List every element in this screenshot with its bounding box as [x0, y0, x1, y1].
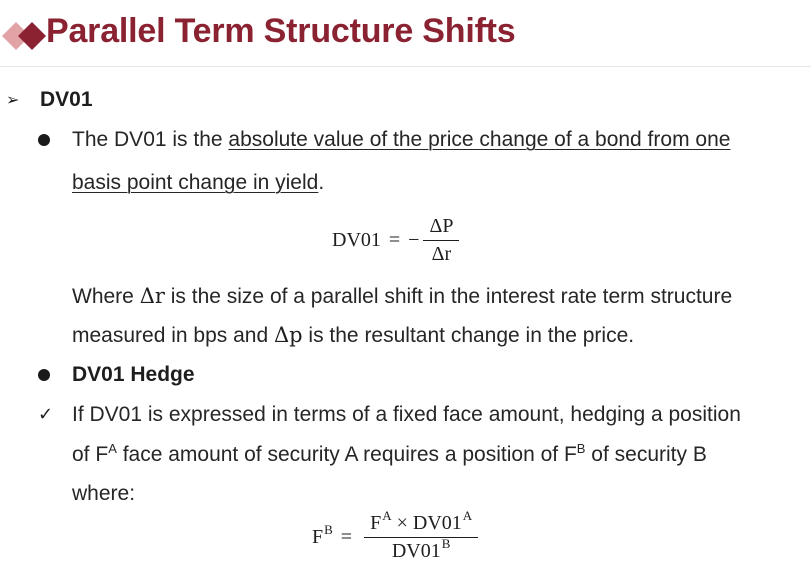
formula-denominator: Δr [431, 243, 452, 265]
formula-minus: − [408, 229, 420, 251]
section-heading-dv01: DV01 [40, 88, 93, 111]
where-line-1: Where Δr is the size of a parallel shift in the interest rate term structure [72, 284, 733, 308]
definition-line-1: The DV01 is the absolute value of the price change of a bond from one [72, 128, 731, 151]
arrow-bullet-icon: ➢ [6, 92, 20, 109]
where-line-2: measured in bps and Δp is the resultant change in the price. [72, 323, 635, 347]
formula-equals: = [388, 229, 401, 251]
hedge-line-1: If DV01 is expressed in terms of a fixed face amount, hedging a position [72, 403, 741, 426]
diamond-logo-icon [0, 18, 50, 54]
formula-fb-term: $F^B$ [312, 522, 333, 548]
formula-fraction [423, 215, 459, 266]
formula-numerator: ΔP [423, 215, 459, 241]
formula-fraction [364, 508, 478, 563]
round-bullet-icon [38, 134, 50, 146]
formula-equals: = [340, 526, 353, 548]
title-divider [0, 66, 811, 67]
formula-dv01-term: DV01 [332, 229, 381, 251]
page-title: Parallel Term Structure Shifts [46, 12, 516, 50]
hedge-line-3: where: [72, 482, 136, 505]
section-heading-dv01-hedge: DV01 Hedge [72, 363, 195, 386]
formula-denominator: $DV01^B$ [391, 536, 451, 562]
formula-numerator: $F^A \times DV01^A$ [364, 512, 478, 538]
round-bullet-icon [38, 369, 50, 381]
dv01-formula [332, 215, 463, 266]
checkmark-icon: ✓ [38, 404, 54, 424]
hedge-line-2: of $F^A$ face amount of security A requires a position of $F^B$ of security B [72, 441, 707, 466]
definition-line-2: basis point change in yield. [72, 171, 325, 194]
hedge-formula [312, 508, 482, 563]
